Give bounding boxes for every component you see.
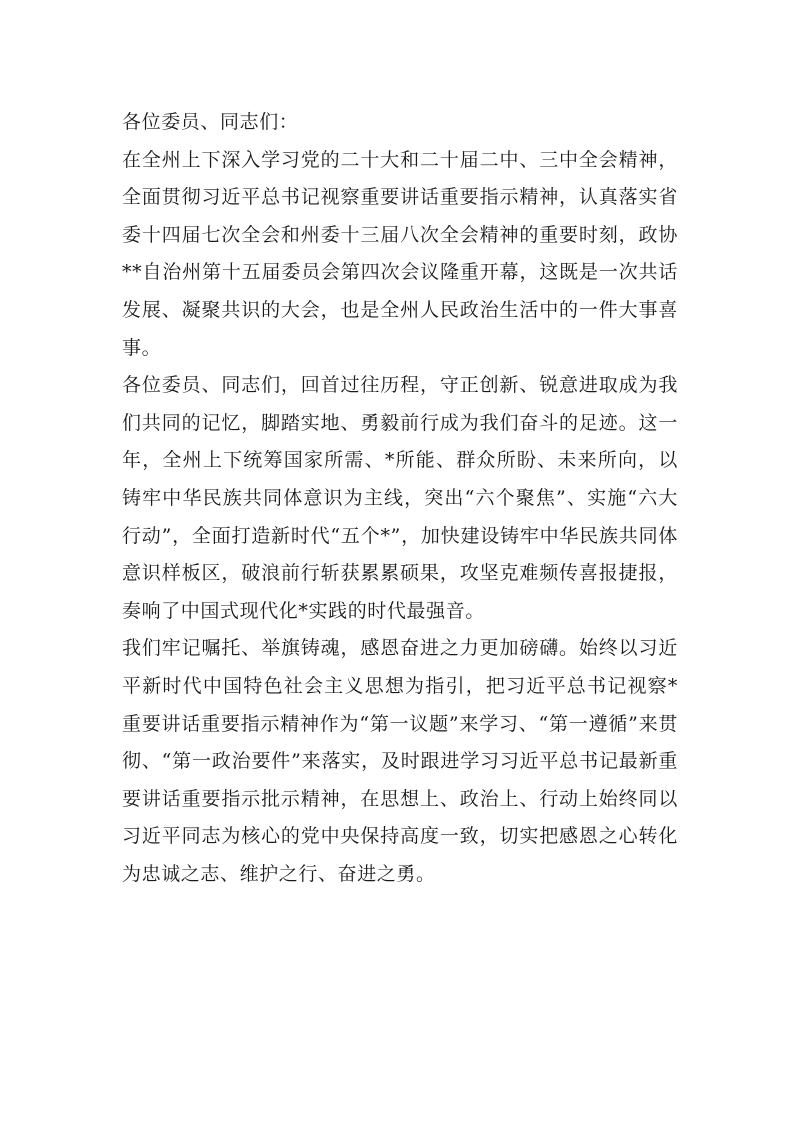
paragraph-commitment: 我们牢记嘱托、举旗铸魂，感恩奋进之力更加磅礴。始终以习近平新时代中国特色社会主义思想为指引，把习近平总书记视察*重要讲话重要指示精神作为“第一议题”来学习、“第一遵循”来贯彻、“第一政治要件”来落实，及时跟进学习习近平总书记最新重要讲话重要指示批示精神，在思想上、政治上、行动上始终同以习近平同志为核心的党中央保持高度一致，切实把感恩之心转化为忠诚之志、维护之行、奋进之勇。	[122, 637, 678, 885]
document-body	[122, 104, 678, 893]
salutation: 各位委员、同志们：	[122, 111, 299, 133]
paragraph-review: 各位委员、同志们，回首过往历程，守正创新、锐意进取成为我们共同的记忆，脚踏实地、勇毅前行成为我们奋斗的足迹。这一年，全州上下统筹国家所需、*所能、群众所盼、未来所向，以铸牢中华民族共同体意识为主线，突出“六个聚焦”、实施“六大行动”，全面打造新时代“五个*”，加快建设铸牢中华民族共同体意识样板区，破浪前行斩获累累硕果，攻坚克难频传喜报捷报，奏响了中国式现代化*实践的时代最强音。	[122, 374, 678, 622]
paragraph-opening: 在全州上下深入学习党的二十大和二十届二中、三中全会精神，全面贯彻习近平总书记视察重要讲话重要指示精神，认真落实省委十四届七次全会和州委十三届八次全会精神的重要时刻，政协**自治州第十五届委员会第四次会议隆重开幕，这既是一次共话发展、凝聚共识的大会，也是全州人民政治生活中的一件大事喜事。	[122, 148, 678, 359]
